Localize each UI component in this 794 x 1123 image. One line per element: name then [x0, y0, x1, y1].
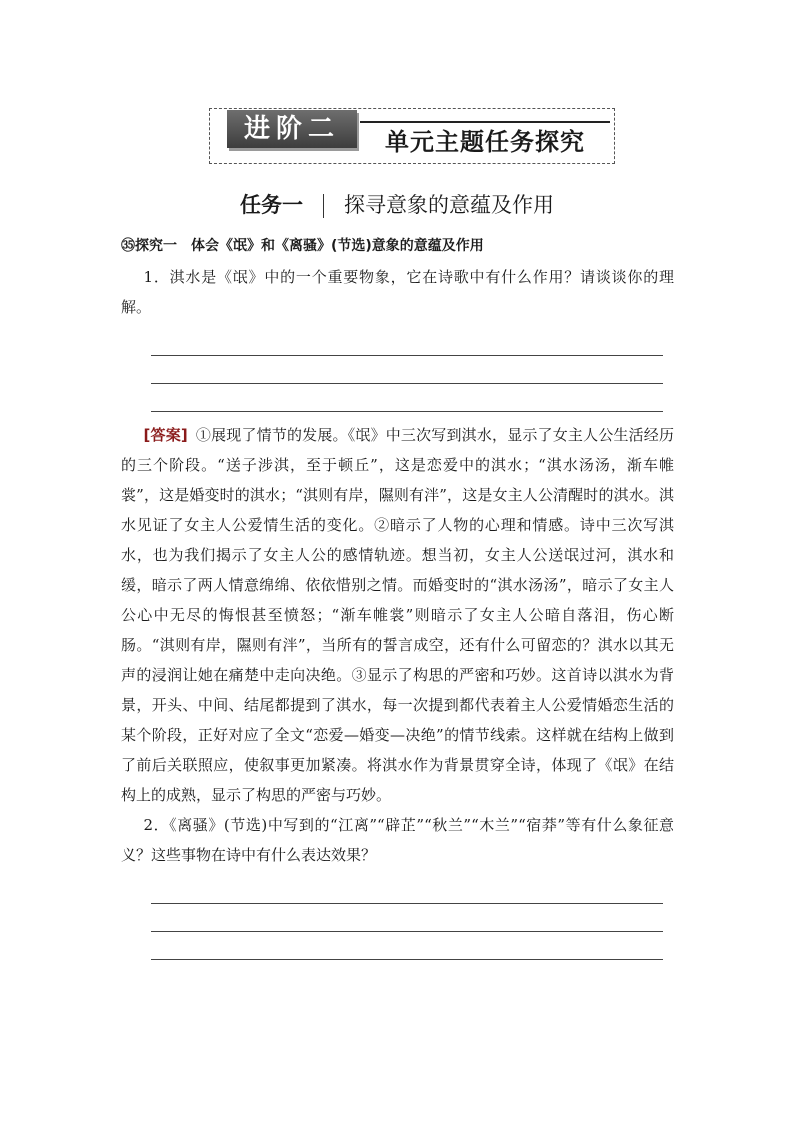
- task-name: 探寻意象的意蕴及作用: [344, 193, 554, 217]
- section-banner: [209, 108, 615, 164]
- question-2: 2．《离骚》(节选)中写到的“江离”“辟芷”“秋兰”“木兰”“宿莽”等有什么象征意义？这些事物在诗中有什么表达效果？: [121, 816, 674, 864]
- task-title: [0, 188, 794, 222]
- banner-stage-label: 进阶二: [227, 110, 357, 148]
- answer-blank-line[interactable]: [151, 932, 663, 960]
- answer-blank-line[interactable]: [151, 876, 663, 904]
- answer-blank-lines-2: [151, 876, 674, 960]
- answer-blank-line[interactable]: [151, 384, 663, 412]
- task-title-divider: [323, 194, 324, 218]
- document-body: [121, 232, 674, 968]
- answer-paragraph: [121, 420, 674, 810]
- answer-blank-line[interactable]: [151, 904, 663, 932]
- answer-tag: [答案]: [143, 426, 188, 444]
- section-heading: ㉟探究一 体会《氓》和《离骚》(节选)意象的意蕴及作用: [121, 238, 484, 254]
- answer-blank-lines-1: [151, 328, 674, 412]
- answer-blank-line[interactable]: [151, 328, 663, 356]
- banner-topic-label: 单元主题任务探究: [360, 121, 610, 159]
- answer-blank-line[interactable]: [151, 356, 663, 384]
- answer-text: ①展现了情节的发展。《氓》中三次写到淇水，显示了女主人公生活经历的三个阶段。“送子涉淇，至于顿丘”，这是恋爱中的淇水；“淇水汤汤，渐车帷裳”，这是婚变时的淇水；“淇则有岸，隰则有泮”，这是女主人公清醒时的淇水。淇水见证了女主人公爱情生活的变化。②暗示了人物的心理和情感。诗中三次写淇水，也为我们揭示了女主人公的感情轨迹。想当初，女主人公送氓过河，淇水和缓，暗示了两人情意绵绵、依依惜别之情。而婚变时的“淇水汤汤”，暗示了女主人公心中无尽的悔恨甚至愤怒；“渐车帷裳”则暗示了女主人公暗自落泪，伤心断肠。“淇则有岸，隰则有泮”，当所有的誓言成空，还有什么可留恋的？淇水以其无声的浸润让她在痛楚中走向决绝。③显示了构思的严密和巧妙。这首诗以淇水为背景，开头、中间、结尾都提到了淇水，每一次提到都代表着主人公爱情婚恋生活的某个阶段，正好对应了全文“恋爱—婚变—决绝”的情节线索。这样就在结构上做到了前后关联照应，使叙事更加紧凑。将淇水作为背景贯穿全诗，体现了《氓》在结构上的成熟，显示了构思的严密与巧妙。: [121, 426, 674, 804]
- task-number: 任务一: [240, 193, 303, 217]
- question-1: 1．淇水是《氓》中的一个重要物象，它在诗歌中有什么作用？请谈谈你的理解。: [121, 268, 674, 316]
